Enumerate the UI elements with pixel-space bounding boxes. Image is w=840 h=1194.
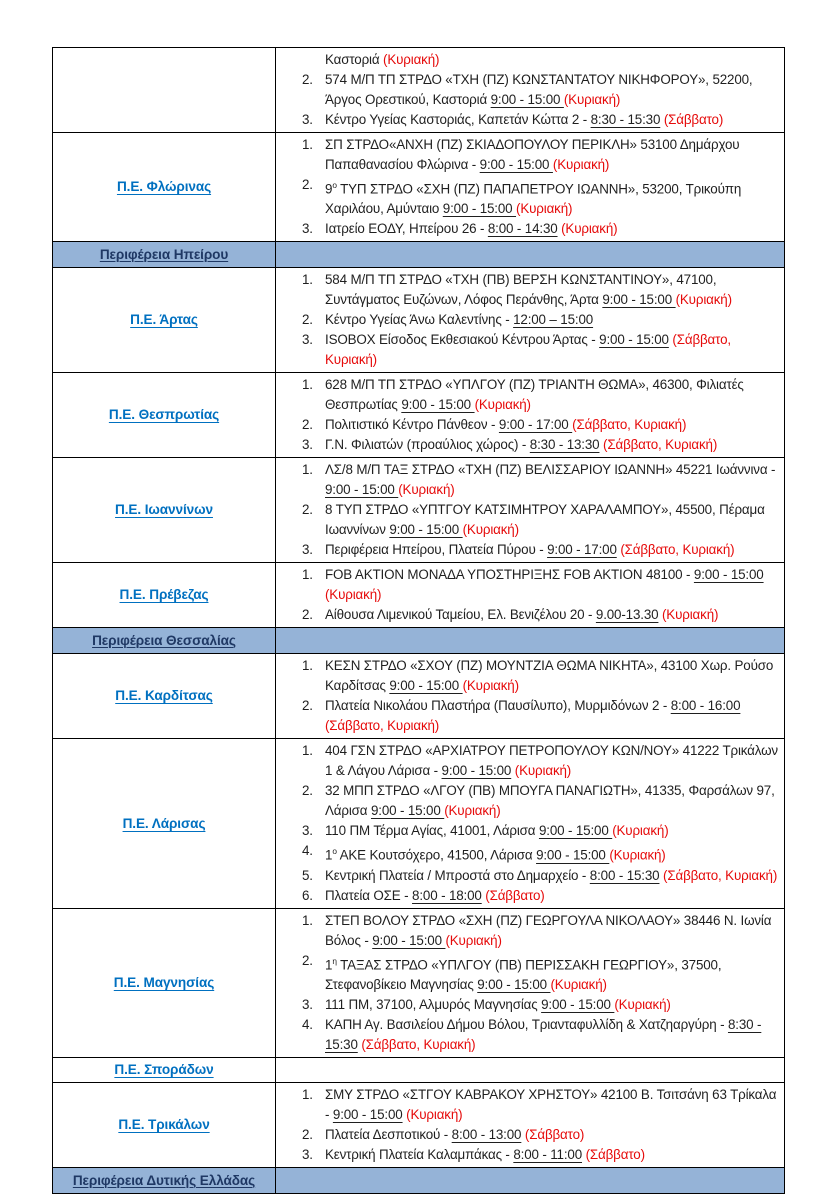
- list-item-number: 3.: [302, 823, 313, 839]
- day-label-text: (Σάββατο, Κυριακή): [572, 417, 687, 433]
- day-label-text: (Σάββατο): [585, 1147, 645, 1163]
- day-label-text: (Κυριακή): [614, 997, 671, 1013]
- location-list-item: [276, 310, 782, 330]
- location-text: [325, 415, 782, 435]
- hours-text: 9:00 - 15:00: [401, 397, 475, 413]
- address-text: ΤΑΞΑΣ ΣΤΡΔΟ «ΥΠΛΓΟΥ (ΠΒ) ΠΕΡΙΣΣΑΚΗ ΓΕΩΡΓΙΟΥ», 37500, Στεφανοβίκειο Μαγνησίας: [325, 957, 722, 993]
- address-text: ISOBOX Είσοδος Εκθεσιακού Κέντρου Άρτας -: [325, 332, 600, 348]
- address-text: Πλατεία Νικολάου Πλαστήρα (Παυσίλυπο), Μυρμιδόνων 2 -: [325, 698, 671, 714]
- address-text: 111 ΠΜ, 37100, Αλμυρός Μαγνησίας: [325, 997, 542, 1013]
- region-header-cell: [53, 242, 276, 268]
- location-list-item: [276, 841, 782, 865]
- location-text: [325, 911, 782, 951]
- day-label-text: (Σάββατο, Κυριακή): [663, 867, 778, 883]
- address-text: ΣΠ ΣΤΡΔΟ«ΑΝΧΗ (ΠΖ) ΣΚΙΑΔΟΠΟΥΛΟΥ ΠΕΡΙΚΛΗ» 53100 Δημάρχου Παπαθανασίου Φλώρινα -: [325, 137, 740, 172]
- hours-text: 9:00 - 15:00: [372, 932, 446, 948]
- address-text: 32 ΜΠΠ ΣΤΡΔΟ «ΛΓΟΥ (ΠΒ) ΜΠΟΥΓΑ ΠΑΝΑΓΙΩΤΗ», 41335, Φαρσάλων 97, Λάρισα: [325, 783, 775, 819]
- day-label-text: (Κυριακή): [561, 221, 618, 237]
- regional-unit-link[interactable]: Π.Ε. Μαγνησίας: [113, 975, 215, 991]
- location-text: [325, 135, 782, 175]
- hours-text: 9:00 - 17:00: [547, 542, 617, 558]
- locations-list-cell: [276, 654, 785, 739]
- hours-text: 9:00 - 15:00: [693, 567, 764, 583]
- address-text: FOB AKTION ΜΟΝΑΔΑ ΥΠΟΣΤΗΡΙΞΗΣ FOB AKTION 48100 -: [325, 567, 694, 583]
- location-list-item: [276, 1145, 782, 1165]
- address-text: 1: [325, 847, 333, 863]
- location-text: [325, 1085, 782, 1125]
- hours-text: 9:00 - 15:00: [490, 92, 564, 107]
- address-text: Καστοριά: [325, 52, 384, 67]
- day-label-text: (Κυριακή): [675, 292, 732, 308]
- region-row: [53, 739, 785, 908]
- location-list-item: [276, 696, 782, 736]
- regional-unit-link[interactable]: Π.Ε. Σποράδων: [114, 1062, 214, 1078]
- list-item-number: 2.: [302, 502, 313, 518]
- location-text: [325, 995, 782, 1015]
- list-item-number: 2.: [302, 1127, 313, 1143]
- region-header-row: [53, 1168, 785, 1194]
- hours-text: 9:00 - 15:00: [602, 292, 676, 308]
- region-row: [53, 1083, 785, 1168]
- location-text: [325, 1125, 782, 1145]
- location-text: [325, 656, 782, 696]
- address-text: ΣΤΕΠ ΒΟΛΟΥ ΣΤΡΔΟ «ΣΧΗ (ΠΖ) ΓΕΩΡΓΟΥΛΑ ΝΙΚΟΛΑΟΥ» 38446 Ν. Ιωνία Βόλος -: [325, 912, 772, 948]
- location-text: [325, 110, 782, 130]
- day-label-text: (Κυριακή): [516, 201, 573, 217]
- table-body: [53, 48, 785, 1194]
- regional-unit-cell: [53, 908, 276, 1057]
- hours-text: 8:00 - 13:00: [451, 1127, 522, 1143]
- list-item-number: 2.: [302, 417, 313, 433]
- list-item-number: 1.: [302, 377, 313, 393]
- address-text: Κεντρική Πλατεία / Μπροστά στο Δημαρχείο -: [325, 867, 590, 883]
- location-text: [325, 500, 782, 540]
- regional-unit-cell: [53, 373, 276, 458]
- location-list-item: [276, 1085, 782, 1125]
- list-item-number: 2.: [302, 607, 313, 623]
- address-text: ΤΥΠ ΣΤΡΔΟ «ΣΧΗ (ΠΖ) ΠΑΠΑΠΕΤΡΟΥ ΙΩΑΝΝΗ», 53200, Τρικούπη Χαριλάου, Αμύνταιο: [325, 181, 742, 217]
- location-text: [325, 1145, 782, 1165]
- locations-list-cell: [276, 133, 785, 242]
- location-text: [325, 540, 782, 560]
- region-row: [53, 563, 785, 628]
- location-text: [325, 375, 782, 415]
- location-list-item: [276, 435, 782, 455]
- regional-unit-cell: [53, 1058, 276, 1083]
- location-list-item: [276, 866, 782, 886]
- location-text: [325, 605, 782, 625]
- location-text: [325, 886, 782, 906]
- hours-text: 9:00 - 15:00: [332, 1107, 403, 1123]
- list-item-number: 1.: [302, 743, 313, 759]
- location-list-item: [276, 781, 782, 821]
- address-text: 584 Μ/Π ΤΠ ΣΤΡΔΟ «ΤΧΗ (ΠΒ) ΒΕΡΣΗ ΚΩΝΣΤΑΝΤΙΝΟΥ», 47100, Συντάγματος Ευζώνων, Λόφος Περάνθης, Άρτα: [325, 272, 717, 308]
- hours-text: 9:00 - 15:00: [479, 157, 553, 172]
- address-text: Κέντρο Υγείας Άνω Καλεντίνης -: [325, 312, 514, 328]
- address-text: 574 Μ/Π ΤΠ ΣΤΡΔΟ «ΤΧΗ (ΠΖ) ΚΩΝΣΤΑΝΤΑΤΟΥ ΝΙΚΗΦΟΡΟΥ», 52200, Άργος Ορεστικού, Καστοριά: [325, 72, 753, 107]
- location-list-item: [276, 1125, 782, 1145]
- hours-text: 9:00 - 15:00: [599, 332, 669, 348]
- regional-unit-cell: [53, 563, 276, 628]
- location-text: [325, 781, 782, 821]
- day-label-text: (Σάββατο): [485, 887, 545, 903]
- address-text: Πλατεία Δεσποτικού -: [325, 1127, 452, 1143]
- location-list-item: [276, 110, 782, 130]
- address-text: Κεντρική Πλατεία Καλαμπάκας -: [325, 1147, 514, 1163]
- regional-unit-link[interactable]: Π.Ε. Άρτας: [130, 312, 198, 328]
- address-text: Κέντρο Υγείας Καστοριάς, Καπετάν Κώττα 2 -: [325, 112, 591, 127]
- day-label-text: (Κυριακή): [445, 932, 502, 948]
- location-text: [325, 841, 782, 865]
- day-label-text: (Κυριακή): [662, 607, 719, 623]
- address-text: η: [332, 955, 337, 966]
- locations-list-cell: [276, 48, 785, 133]
- region-row: [53, 373, 785, 458]
- regional-unit-link[interactable]: Π.Ε. Θεσπρωτίας: [108, 407, 220, 423]
- list-item-number: 2.: [302, 72, 313, 87]
- address-text: ΛΣ/8 Μ/Π ΤΑΞ ΣΤΡΔΟ «ΤΧΗ (ΠΖ) ΒΕΛΙΣΣΑΡΙΟΥ ΙΩΑΝΝΗ» 45221 Ιωάννινα -: [325, 462, 776, 478]
- day-label-text: (Κυριακή): [383, 52, 440, 67]
- address-text: Περιφέρεια Ηπείρου, Πλατεία Πύρου -: [325, 542, 548, 558]
- list-item-number: 3.: [302, 332, 313, 348]
- hours-text: 8:30 - 15:30: [590, 112, 661, 127]
- day-label-text: (Κυριακή): [550, 977, 607, 993]
- location-list-item: [276, 219, 782, 239]
- locations-list-cell: [276, 908, 785, 1057]
- regional-unit-cell: [53, 739, 276, 908]
- list-item-number: 3.: [302, 437, 313, 453]
- address-text: ΣΜΥ ΣΤΡΔΟ «ΣΤΓΟΥ ΚΑΒΡΑΚΟΥ ΧΡΗΣΤΟΥ» 42100 Β. Τσιτσάνη 63 Τρίκαλα -: [325, 1087, 777, 1123]
- list-item-number: 3.: [302, 112, 313, 127]
- hours-text: 8:00 - 11:00: [513, 1147, 583, 1163]
- address-text: ο: [332, 846, 337, 857]
- hours-text: 9:00 - 15:00: [441, 763, 512, 779]
- address-text: 628 Μ/Π ΤΠ ΣΤΡΔΟ «ΥΠΛΓΟΥ (ΠΖ) ΤΡΙΑΝΤΗ ΘΩΜΑ», 46300, Φιλιατές Θεσπρωτίας: [325, 377, 744, 413]
- location-list-item: [276, 886, 782, 906]
- location-list-item: [276, 605, 782, 625]
- region-row: [53, 458, 785, 563]
- hours-text: 8:00 - 14:30: [487, 221, 558, 237]
- day-label-text: (Σάββατο, Κυριακή): [325, 718, 440, 734]
- address-text: Αίθουσα Λιμενικού Ταμείου, Ελ. Βενιζέλου 20 -: [325, 607, 596, 623]
- regional-unit-link[interactable]: Π.Ε. Ιωαννίνων: [115, 502, 213, 518]
- day-label-text: (Κυριακή): [398, 482, 455, 498]
- day-label-text: (Κυριακή): [325, 587, 382, 603]
- region-row: [53, 268, 785, 373]
- region-header-cell: [53, 1168, 276, 1194]
- list-item-number: 3.: [302, 221, 313, 237]
- vaccination-locations-table: [52, 47, 785, 1194]
- hours-text: 9:00 - 15:00: [536, 847, 610, 863]
- regional-unit-cell: [53, 654, 276, 739]
- location-list-item: [276, 741, 782, 781]
- list-item-number: 1.: [302, 567, 313, 583]
- list-item-number: 2.: [302, 783, 313, 799]
- list-item-number: 1.: [302, 658, 313, 674]
- list-item-number: 3.: [302, 997, 313, 1013]
- day-label-text: (Κυριακή): [474, 397, 531, 413]
- location-text: [325, 330, 782, 370]
- location-list-item: [276, 540, 782, 560]
- day-label-text: (Κυριακή): [462, 522, 519, 538]
- location-text: [325, 50, 782, 70]
- regional-unit-cell: [53, 48, 276, 133]
- locations-list-cell: [276, 1058, 785, 1083]
- region-row: [53, 654, 785, 739]
- address-text: 1: [325, 957, 333, 973]
- day-label-text: (Κυριακή): [563, 92, 621, 107]
- location-text: [325, 310, 782, 330]
- regional-unit-cell: [53, 133, 276, 242]
- hours-text: 9:00 - 15:00: [325, 482, 399, 498]
- locations-list-cell: [276, 1083, 785, 1168]
- location-list-item: [276, 330, 782, 370]
- region-row: [53, 1058, 785, 1083]
- address-text: Πολιτιστικό Κέντρο Πάνθεον -: [325, 417, 499, 433]
- list-item-number: 1.: [302, 272, 313, 288]
- list-item-number: [302, 50, 325, 70]
- location-text: [325, 696, 782, 736]
- day-label-text: (Κυριακή): [444, 803, 501, 819]
- hours-text: 8:30 - 15:30: [325, 1017, 762, 1053]
- location-list-item: [276, 460, 782, 500]
- location-list-item: [276, 50, 782, 70]
- location-text: [325, 565, 782, 605]
- list-item-number: 6.: [302, 887, 313, 903]
- region-header-label: Περιφέρεια Δυτικής Ελλάδας: [72, 1172, 256, 1188]
- region-header-cell: [53, 628, 276, 654]
- list-item-number: 1.: [302, 137, 313, 152]
- locations-list-cell: [276, 739, 785, 908]
- hours-text: 8:00 - 18:00: [412, 887, 482, 903]
- list-item-number: 5.: [302, 867, 313, 883]
- location-text: [325, 821, 782, 841]
- regional-unit-link[interactable]: Π.Ε. Λάρισας: [122, 815, 206, 831]
- day-label-text: (Σάββατο, Κυριακή): [603, 437, 718, 453]
- region-row: [53, 48, 785, 133]
- location-list-item: [276, 70, 782, 110]
- list-item-number: 4.: [302, 843, 313, 859]
- location-text: [325, 435, 782, 455]
- day-label-text: (Κυριακή): [406, 1107, 463, 1123]
- address-text: 110 ΠΜ Τέρμα Αγίας, 41001, Λάρισα: [325, 823, 539, 839]
- location-list-item: [276, 415, 782, 435]
- region-row: [53, 133, 785, 242]
- day-label-text: (Κυριακή): [462, 678, 519, 694]
- region-header-row: [53, 242, 785, 268]
- location-text: [325, 270, 782, 310]
- day-label-text: (Κυριακή): [552, 157, 610, 172]
- region-header-spacer-cell: [276, 242, 785, 268]
- region-header-label: Περιφέρεια Ηπείρου: [99, 246, 229, 262]
- list-item-number: 3.: [302, 1147, 313, 1163]
- hours-text: 8:00 - 15:30: [589, 867, 660, 883]
- hours-text: 8:30 - 13:30: [529, 437, 600, 453]
- locations-list-cell: [276, 373, 785, 458]
- address-text: Πλατεία ΟΣΕ -: [325, 887, 413, 903]
- location-list-item: [276, 995, 782, 1015]
- locations-list-cell: [276, 563, 785, 628]
- hours-text: 9:00 - 17:00: [498, 417, 573, 433]
- day-label-text: (Κυριακή): [514, 763, 572, 779]
- locations-list-cell: [276, 268, 785, 373]
- location-list-item: [276, 1015, 782, 1055]
- day-label-text: (Κυριακή): [612, 823, 669, 839]
- list-item-number: 4.: [302, 1017, 313, 1033]
- list-item-number: 2.: [302, 698, 313, 714]
- hours-text: 9:00 - 15:00: [538, 823, 613, 839]
- region-header-row: [53, 628, 785, 654]
- list-item-number: 1.: [302, 912, 313, 928]
- address-text: Γ.Ν. Φιλιατών (προαύλιος χώρος) -: [325, 437, 530, 453]
- regional-unit-link[interactable]: Π.Ε. Φλώρινας: [116, 179, 212, 195]
- hours-text: 12:00 – 15:00: [513, 312, 594, 328]
- address-text: 8 ΤΥΠ ΣΤΡΔΟ «ΥΠΤΓΟΥ ΚΑΤΣΙΜΗΤΡΟΥ ΧΑΡΑΛΑΜΠΟΥ», 45500, Πέραμα Ιωαννίνων: [325, 502, 765, 538]
- list-item-number: 1.: [302, 462, 313, 478]
- location-list-item: [276, 821, 782, 841]
- location-list-item: [276, 951, 782, 995]
- location-list-item: [276, 911, 782, 951]
- location-list-item: [276, 175, 782, 219]
- region-row: [53, 908, 785, 1057]
- list-item-number: 2.: [302, 312, 313, 328]
- hours-text: 8:00 - 16:00: [670, 698, 741, 714]
- address-text: 9: [325, 181, 333, 197]
- region-header-spacer-cell: [276, 1168, 785, 1194]
- hours-text: 9:00 - 15:00: [442, 201, 517, 217]
- hours-text: 9:00 - 15:00: [477, 977, 551, 993]
- locations-list-cell: [276, 458, 785, 563]
- location-text: [325, 70, 782, 110]
- region-header-label: Περιφέρεια Θεσσαλίας: [92, 632, 236, 648]
- day-label-text: (Σάββατο, Κυριακή): [620, 542, 735, 558]
- location-text: [325, 951, 782, 995]
- hours-text: 9:00 - 15:00: [370, 803, 445, 819]
- address-text: ΑΚΕ Κουτσόχερο, 41500, Λάρισα: [336, 847, 537, 863]
- location-list-item: [276, 135, 782, 175]
- location-list-item: [276, 565, 782, 605]
- location-text: [325, 866, 782, 886]
- list-item-number: 3.: [302, 542, 313, 558]
- region-header-spacer-cell: [276, 628, 785, 654]
- list-item-number: 2.: [302, 952, 313, 968]
- hours-text: 9:00 - 15:00: [389, 522, 463, 538]
- location-list-item: [276, 500, 782, 540]
- list-item-number: 2.: [302, 177, 313, 192]
- day-label-text: (Σάββατο, Κυριακή): [325, 332, 731, 368]
- hours-text: 9:00 - 15:00: [541, 997, 615, 1013]
- regional-unit-link[interactable]: Π.Ε. Τρικάλων: [118, 1117, 210, 1133]
- location-text: [325, 219, 782, 239]
- regional-unit-cell: [53, 1083, 276, 1168]
- address-text: 404 ΓΣΝ ΣΤΡΔΟ «ΑΡΧΙΑΤΡΟΥ ΠΕΤΡΟΠΟΥΛΟΥ ΚΩΝ/ΝΟΥ» 41222 Τρικάλων 1 & Λάγου Λάρισα -: [325, 743, 778, 779]
- location-text: [325, 175, 782, 219]
- location-list-item: [276, 656, 782, 696]
- regional-unit-link[interactable]: Π.Ε. Πρέβεζας: [119, 587, 209, 603]
- day-label-text: (Κυριακή): [609, 847, 666, 863]
- day-label-text: (Σάββατο): [524, 1127, 585, 1143]
- day-label-text: (Σάββατο, Κυριακή): [361, 1037, 476, 1053]
- location-text: [325, 741, 782, 781]
- day-label-text: (Σάββατο): [663, 112, 724, 127]
- hours-text: 9:00 - 15:00: [389, 678, 463, 694]
- address-text: ο: [332, 180, 337, 190]
- address-text: Ιατρείο ΕΟΔΥ, Ηπείρου 26 -: [325, 221, 488, 237]
- list-item-number: 1.: [302, 1087, 313, 1103]
- address-text: ΚΑΠΗ Αγ. Βασιλείου Δήμου Βόλου, Τριανταφυλλίδη & Χατζηαργύρη -: [325, 1017, 728, 1033]
- regional-unit-cell: [53, 268, 276, 373]
- location-text: [325, 1015, 782, 1055]
- location-list-item: [276, 270, 782, 310]
- regional-unit-cell: [53, 458, 276, 563]
- address-text: ΚΕΣΝ ΣΤΡΔΟ «ΣΧΟΥ (ΠΖ) ΜΟΥΝΤΖΙΑ ΘΩΜΑ ΝΙΚΗΤΑ», 43100 Χωρ. Ρούσο Καρδίτσας: [325, 658, 774, 694]
- location-list-item: [276, 375, 782, 415]
- regional-unit-link[interactable]: Π.Ε. Καρδίτσας: [115, 688, 213, 704]
- hours-text: 9.00-13.30: [595, 607, 659, 623]
- location-text: [325, 460, 782, 500]
